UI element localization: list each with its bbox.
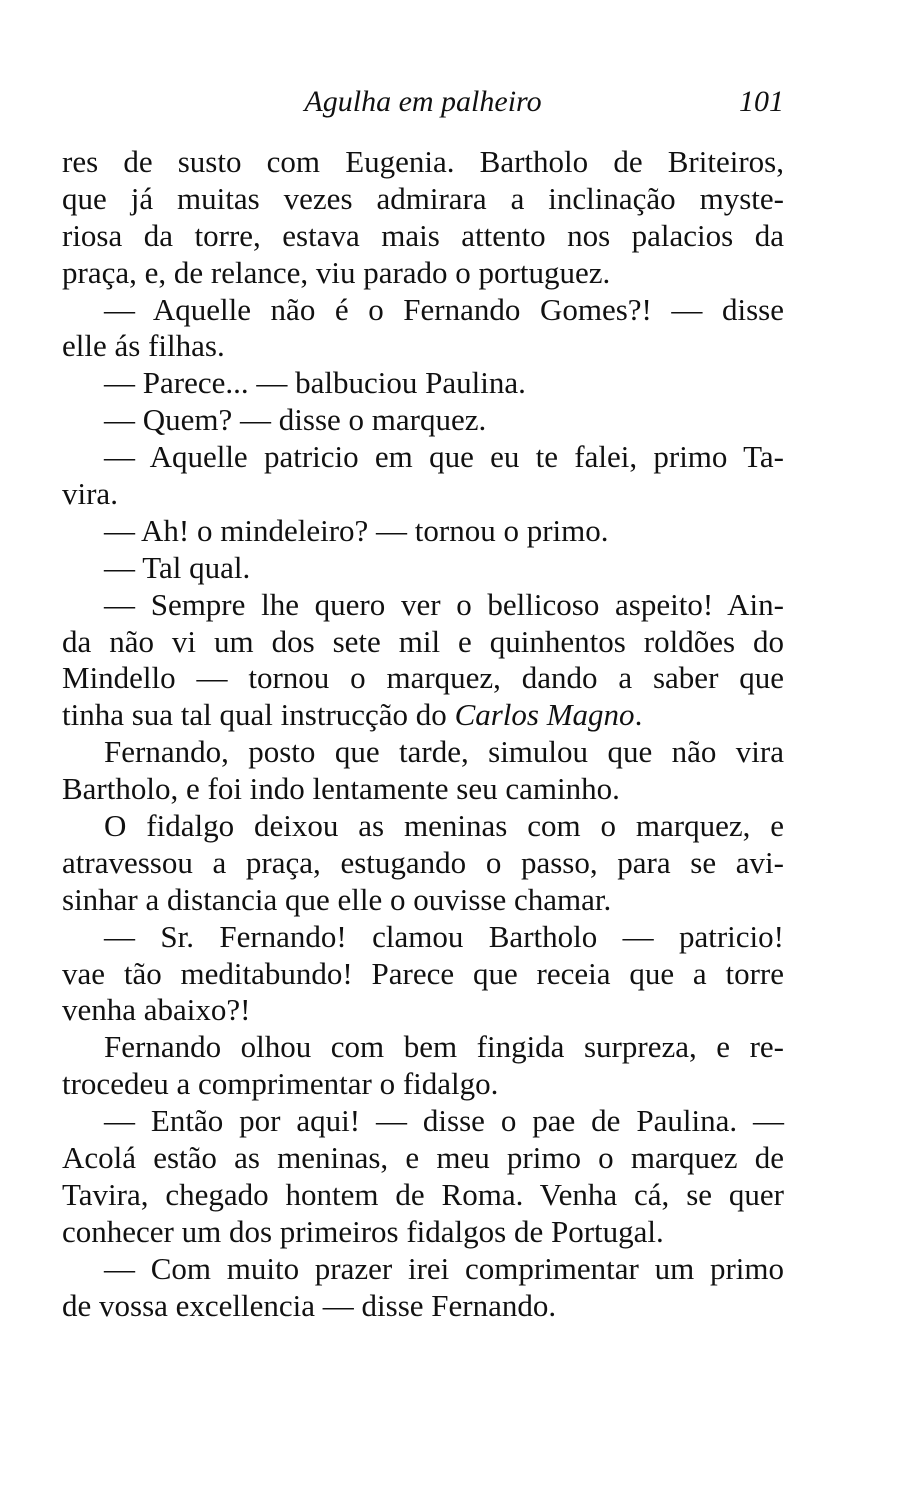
text-line: venha abaixo?!: [62, 992, 251, 1028]
text-line: — Então por aqui! — disse o pae de Paulina. —: [104, 1103, 784, 1139]
text-line: riosa da torre, estava mais attento nos palacios da: [62, 217, 784, 253]
running-title: Agulha em palheiro: [304, 85, 542, 118]
text-line: res de susto com Eugenia. Bartholo de Briteiros,: [62, 144, 784, 179]
text-line: da não vi um dos sete mil e quinhentos roldões do: [62, 623, 784, 659]
text-line: Fernando, posto que tarde, simulou que não vira: [104, 734, 784, 770]
text-line: atravessou a praça, estugando o passo, para se avi-: [62, 844, 784, 880]
text-line: [62, 697, 784, 734]
text-line: Acolá estão as meninas, e meu primo o marquez de: [62, 1140, 784, 1176]
text-line: conhecer um dos primeiros fidalgos de Portugal.: [62, 1213, 664, 1249]
text-line: trocedeu a comprimentar o fidalgo.: [62, 1066, 499, 1102]
text-segment: .: [634, 697, 643, 733]
text-line: Mindello — tornou o marquez, dando a saber que: [62, 660, 784, 696]
text-line: — Aquelle patricio em que eu te falei, primo Ta-: [104, 439, 784, 475]
text-line: — Ah! o mindeleiro? — tornou o primo.: [104, 512, 609, 548]
text-line: vira.: [62, 476, 118, 512]
text-line: de vossa excellencia — disse Fernando.: [62, 1287, 557, 1323]
text-line: Bartholo, e foi indo lentamente seu caminho.: [62, 771, 620, 807]
running-header: [62, 82, 784, 122]
text-line: — Parece... — balbuciou Paulina.: [104, 365, 526, 401]
text-line: Fernando olhou com bem fingida surpreza, e re-: [104, 1029, 784, 1065]
text-line: — Quem? — disse o marquez.: [104, 402, 487, 438]
text-line: Tavira, chegado hontem de Roma. Venha cá, se quer: [62, 1176, 784, 1212]
text-line: — Tal qual.: [104, 549, 251, 585]
page-number: 101: [739, 85, 784, 118]
text-line: — Sr. Fernando! clamou Bartholo — patricio!: [104, 918, 784, 954]
body-text: [62, 144, 784, 1325]
text-line: O fidalgo deixou as meninas com o marquez, e: [104, 808, 784, 844]
text-line: elle ás filhas.: [62, 328, 225, 364]
text-line: praça, e, de relance, viu parado o portuguez.: [62, 254, 611, 290]
text-line: sinhar a distancia que elle o ouvisse chamar.: [62, 881, 612, 917]
text-line: vae tão meditabundo! Parece que receia que a torre: [62, 955, 784, 991]
italic-title: Carlos Magno: [454, 697, 635, 733]
text-line: — Aquelle não é o Fernando Gomes?! — disse: [104, 291, 784, 327]
text-line: — Sempre lhe quero ver o bellicoso aspeito! Ain-: [104, 586, 784, 622]
text-line: que já muitas vezes admirara a inclinação myste-: [62, 180, 784, 216]
text-segment: tinha sua tal qual instrucção do: [62, 697, 455, 733]
text-line: — Com muito prazer irei comprimentar um primo: [104, 1250, 784, 1286]
